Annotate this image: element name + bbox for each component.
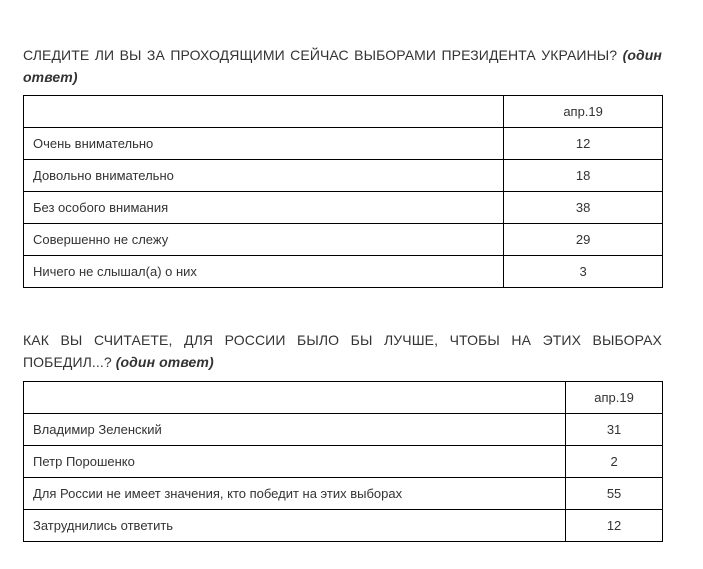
question-1	[23, 44, 662, 88]
row-label: Владимир Зеленский	[24, 414, 566, 446]
row-value: 12	[566, 510, 663, 542]
row-label: Ничего не слышал(а) о них	[24, 256, 504, 288]
row-value: 29	[504, 224, 663, 256]
question-2-note: (один ответ)	[115, 354, 214, 370]
question-2	[23, 329, 662, 373]
table-row	[24, 160, 663, 192]
table-row	[24, 478, 663, 510]
table-row	[24, 510, 663, 542]
row-label: Очень внимательно	[24, 128, 504, 160]
results-table-1	[23, 95, 663, 288]
question-1-note: (один ответ)	[23, 47, 662, 85]
row-label: Без особого внимания	[24, 192, 504, 224]
question-1-text: СЛЕДИТЕ ЛИ ВЫ ЗА ПРОХОДЯЩИМИ СЕЙЧАС ВЫБОРАМИ ПРЕЗИДЕНТА УКРАИНЫ?	[23, 47, 618, 63]
header-date-cell: апр.19	[566, 382, 663, 414]
table-header-row	[24, 96, 663, 128]
row-label: Для России не имеет значения, кто победит на этих выборах	[24, 478, 566, 510]
row-value: 3	[504, 256, 663, 288]
header-date-cell: апр.19	[504, 96, 663, 128]
table-header-row	[24, 382, 663, 414]
row-value: 2	[566, 446, 663, 478]
results-table-2	[23, 381, 663, 542]
row-label: Затруднились ответить	[24, 510, 566, 542]
row-value: 38	[504, 192, 663, 224]
header-empty-cell	[24, 382, 566, 414]
row-value: 18	[504, 160, 663, 192]
table-row	[24, 414, 663, 446]
table-row	[24, 446, 663, 478]
row-label: Совершенно не слежу	[24, 224, 504, 256]
table-row	[24, 224, 663, 256]
row-label: Довольно внимательно	[24, 160, 504, 192]
table-row	[24, 192, 663, 224]
question-2-text: КАК ВЫ СЧИТАЕТЕ, ДЛЯ РОССИИ БЫЛО БЫ ЛУЧШЕ, ЧТОБЫ НА ЭТИХ ВЫБОРАХ ПОБЕДИЛ...?	[23, 332, 662, 370]
row-value: 31	[566, 414, 663, 446]
table-row	[24, 128, 663, 160]
row-value: 55	[566, 478, 663, 510]
header-empty-cell	[24, 96, 504, 128]
row-value: 12	[504, 128, 663, 160]
table-row	[24, 256, 663, 288]
row-label: Петр Порошенко	[24, 446, 566, 478]
